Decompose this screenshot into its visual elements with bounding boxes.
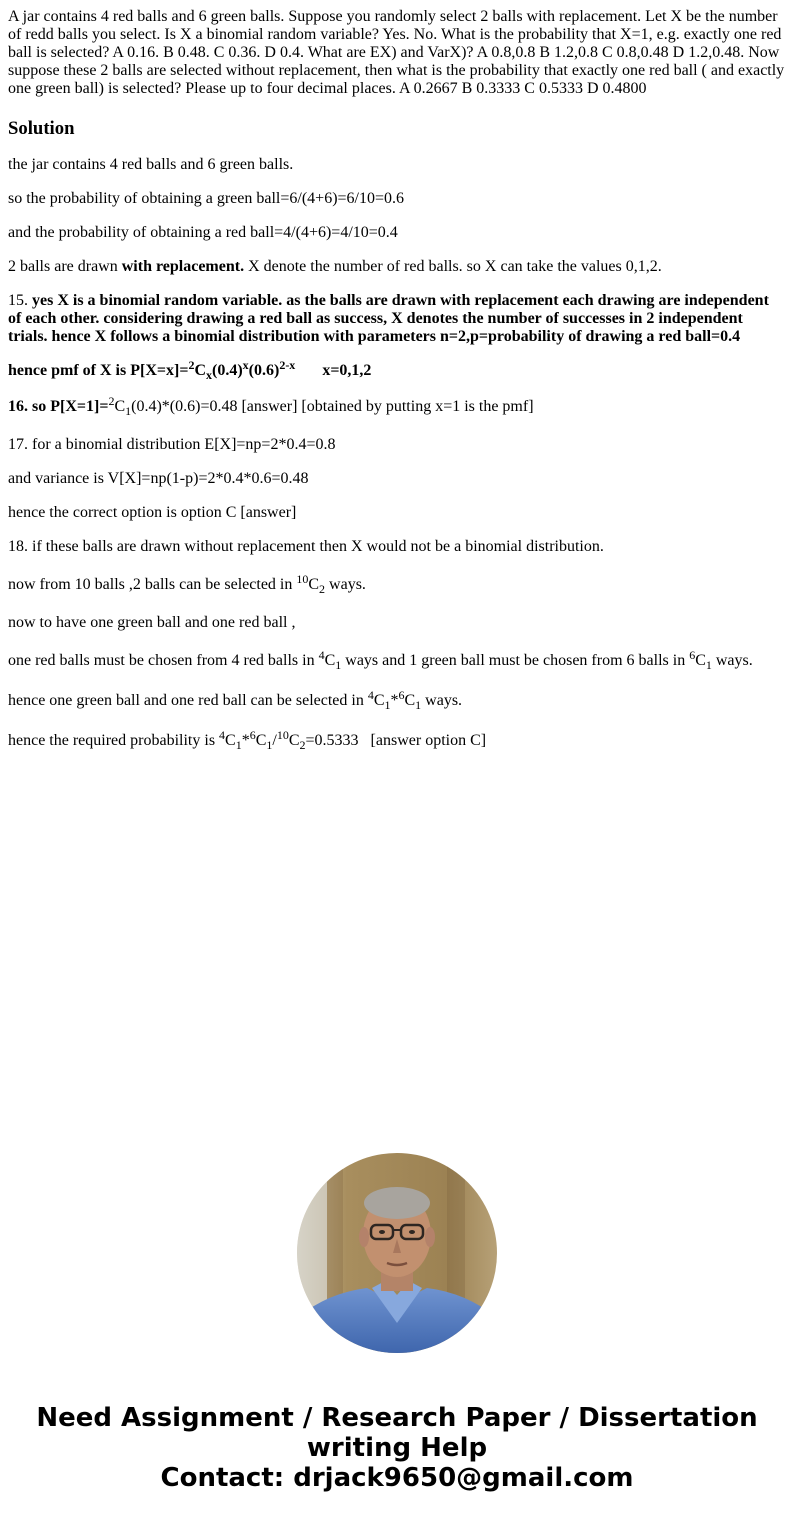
- bold-run: 16. so P[X=1]=: [8, 398, 109, 415]
- avatar-portrait: [297, 1153, 497, 1353]
- text-run: C: [114, 398, 126, 415]
- subscript: 1: [335, 658, 342, 672]
- subscript: 1: [384, 698, 391, 712]
- text-run: 2 balls are drawn: [8, 258, 122, 275]
- text-run: now from 10 balls ,2 balls can be selected in: [8, 576, 297, 593]
- text-run: (0.6): [248, 362, 280, 379]
- solution-line-2: so the probability of obtaining a green ball=6/(4+6)=6/10=0.6: [8, 190, 405, 207]
- solution-heading: Solution: [8, 118, 75, 139]
- superscript: 4: [219, 728, 226, 742]
- solution-line-1: the jar contains 4 red balls and 6 green balls.: [8, 156, 294, 173]
- superscript: x: [242, 358, 249, 372]
- bold-run: with replacement.: [121, 258, 245, 275]
- text-run: (0.4)*(0.6)=0.48 [answer] [obtained by putting x=1 is the pmf]: [131, 398, 534, 415]
- subscript: 1: [415, 698, 422, 712]
- text-run: ways.: [711, 652, 753, 669]
- text-run: C: [695, 652, 706, 669]
- text-run: ways.: [325, 576, 366, 593]
- solution-line-16: [8, 394, 786, 418]
- footer-line-2: writing Help: [306, 1433, 488, 1463]
- choose-line: [8, 648, 786, 672]
- subscript: 1: [235, 738, 242, 752]
- footer-banner: [0, 1403, 794, 1493]
- text-run: C: [308, 576, 320, 593]
- subscript: x: [206, 368, 212, 382]
- author-avatar: [297, 1153, 497, 1353]
- variance-line: and variance is V[X]=np(1-p)=2*0.4*0.6=0.48: [8, 470, 309, 487]
- text-run: [answer option C]: [370, 732, 487, 749]
- text-run: hence pmf of X is P[X=x]=: [8, 362, 189, 379]
- superscript: 2: [188, 358, 195, 372]
- text-run: X denote the number of red balls. so X can take the values 0,1,2.: [244, 258, 662, 275]
- bold-run: yes X is a binomial random variable. as the balls are drawn with replacement each drawing are independent of each other. considering drawing a red ball as success, X denotes the number of successes in 2 independent trials. hence X follows a binomial distribution with parameters n=2,p=probability of drawing a red ball=0.4: [8, 292, 769, 345]
- solution-line-15: [8, 292, 786, 346]
- text-run: (0.4): [212, 362, 243, 379]
- superscript: 10: [296, 572, 309, 586]
- text-run: ways and 1 green ball must be chosen from 6 balls in: [341, 652, 690, 669]
- subscript: 1: [266, 738, 273, 752]
- one-each-line: now to have one green ball and one red ball ,: [8, 614, 296, 631]
- pmf-line: [8, 358, 786, 382]
- solution-line-18: 18. if these balls are drawn without replacement then X would not be a binomial distribution.: [8, 538, 604, 555]
- text-run: C: [225, 732, 236, 749]
- text-run: =0.5333: [305, 732, 359, 749]
- text-run: C: [194, 362, 206, 379]
- text-run: C: [404, 692, 416, 709]
- subscript: 1: [125, 404, 132, 418]
- question-text: A jar contains 4 red balls and 6 green balls. Suppose you randomly select 2 balls with replacement. Let X be the number of redd balls you select. Is X a binomial random variable? Yes. No. What is the probability that X=1, e.g. exactly one red ball is selected? A 0.16. B 0.48. C 0.36. D 0.4. What are EX) and VarX)? A 0.8,0.8 B 1.2,0.8 C 0.8,0.48 D 1.2,0.48. Now suppose these 2 balls are selected without replacement, then what is the probability that exactly one red ball ( and exactly one green ball) is selected? Please up to four decimal places. A 0.2667 B 0.3333 C 0.5333 D 0.4800: [8, 8, 785, 97]
- superscript: 10: [276, 728, 289, 742]
- answer-line: hence the correct option is option C [answer]: [8, 504, 297, 521]
- text-run: one red balls must be chosen from 4 red balls in: [8, 652, 319, 669]
- subscript: 2: [299, 738, 306, 752]
- text-run: x=0,1,2: [322, 362, 372, 379]
- combination-line: [8, 572, 786, 596]
- document-body: [8, 8, 786, 766]
- text-run: *: [390, 692, 399, 709]
- superscript: 6: [398, 688, 405, 702]
- text-run: *: [241, 732, 250, 749]
- text-run: hence the required probability is: [8, 732, 220, 749]
- text-run: hence one green ball and one red ball can be selected in: [8, 692, 368, 709]
- solution-line-17: 17. for a binomial distribution E[X]=np=2*0.4=0.8: [8, 436, 336, 453]
- superscript: 2: [108, 394, 115, 408]
- probability-line: [8, 728, 786, 752]
- superscript: 2-x: [279, 358, 296, 372]
- text-run: /: [272, 732, 277, 749]
- solution-line-3: and the probability of obtaining a red ball=4/(4+6)=4/10=0.4: [8, 224, 398, 241]
- footer-contact: Contact: drjack9650@gmail.com: [160, 1463, 634, 1493]
- text-run: C: [324, 652, 336, 669]
- superscript: 4: [367, 688, 374, 702]
- text-run: C: [288, 732, 300, 749]
- bold-run: [8, 358, 372, 382]
- selection-line: [8, 688, 786, 712]
- text-run: C: [255, 732, 267, 749]
- footer-line-1: Need Assignment / Research Paper / Dissertation: [36, 1403, 758, 1433]
- superscript: 6: [249, 728, 256, 742]
- text-run: C: [373, 692, 385, 709]
- subscript: 2: [319, 582, 326, 596]
- text-run: ways.: [421, 692, 463, 709]
- superscript: 4: [318, 648, 325, 662]
- item-number: 15.: [8, 292, 32, 309]
- subscript: 1: [705, 658, 712, 672]
- superscript: 6: [689, 648, 696, 662]
- solution-line-4: [8, 258, 786, 276]
